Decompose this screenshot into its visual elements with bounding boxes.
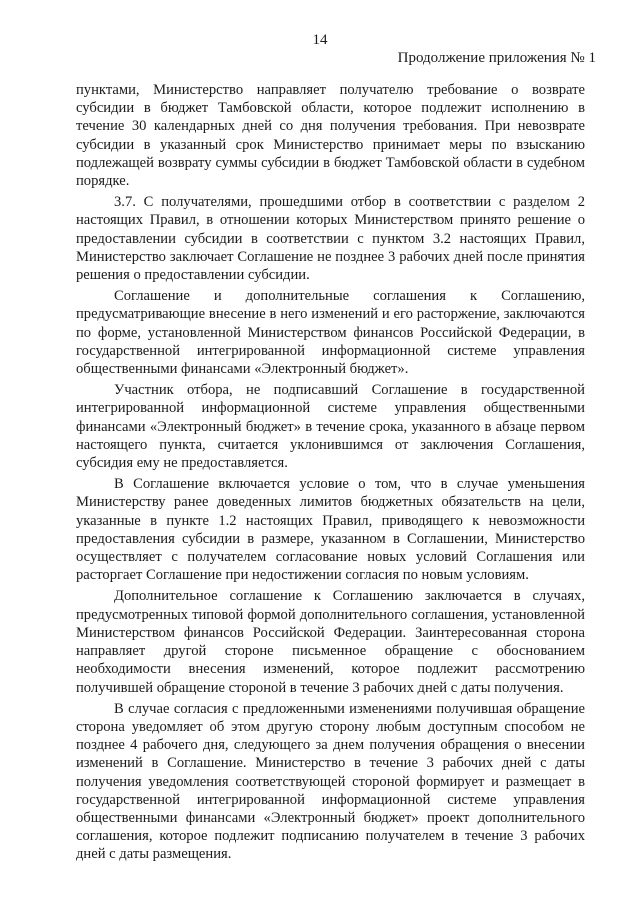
appendix-continuation-label: Продолжение приложения № 1 — [397, 50, 596, 66]
paragraph-2: 3.7. С получателями, прошедшими отбор в соответствии с разделом 2 настоящих Правил, в отношении которых Министерством принято решение о предоставлении субсидии в соответствии с пунктом 3.2 настоящих Правил, Министерство заключает Соглашение не позднее 3 рабочих дней после принятия решения о предоставлении субсидии. — [76, 194, 585, 284]
paragraph-1: пунктами, Министерство направляет получателю требование о возврате субсидии в бюджет Тамбовской области, которое подлежит исполнению в течение 30 календарных дней со дня получения требования. При невозврате субсидии в указанный срок Министерство принимает меры по взысканию подлежащей возврату суммы субсидии в бюджет Тамбовской области в судебном порядке. — [76, 82, 585, 190]
page-number: 14 — [312, 32, 328, 48]
paragraph-6: Дополнительное соглашение к Соглашению заключается в случаях, предусмотренных типовой формой дополнительного соглашения, установленной Министерством финансов Российской Федерации. Заинтересованная сторона направляет другой стороне письменное обращение с обоснованием необходимости внесения изменений, которое подлежит рассмотрению получившей обращение стороной в течение 3 рабочих дней с даты получения. — [76, 588, 585, 696]
paragraph-3: Соглашение и дополнительные соглашения к Соглашению, предусматривающие внесение в него изменений и его расторжение, заключаются по форме, установленной Министерством финансов Российской Федерации, в государственной интегрированной информационной системе управления общественными финансами «Электронный бюджет». — [76, 288, 585, 378]
paragraph-5: В Соглашение включается условие о том, что в случае уменьшения Министерству ранее доведенных лимитов бюджетных обязательств на цели, указанные в пункте 1.2 настоящих Правил, приводящего к невозможности предоставления субсидии в размере, указанном в Соглашении, Министерство осуществляет с получателем согласование новых условий Соглашения или расторгает Соглашение при недостижении согласия по новым условиям. — [76, 476, 585, 584]
paragraph-4: Участник отбора, не подписавший Соглашение в государственной интегрированной информационной системе управления общественными финансами «Электронный бюджет» в течение срока, указанного в абзаце первом настоящего пункта, считается уклонившимся от заключения Соглашения, субсидия ему не предоставляется. — [76, 382, 585, 472]
document-body — [76, 81, 585, 867]
paragraph-7: В случае согласия с предложенными изменениями получившая обращение сторона уведомляет об этом другую сторону любым доступным способом не позднее 4 рабочего дня, следующего за днем получения обращения о внесении изменений в Соглашение. Министерство в течение 3 рабочих дней с даты получения уведомления соответствующей стороной формирует и размещает в государственной интегрированной информационной системе управления общественными финансами «Электронный бюджет» проект дополнительного соглашения, которое подлежит подписанию получателем в течение 3 рабочих дней с даты размещения. — [76, 700, 585, 863]
